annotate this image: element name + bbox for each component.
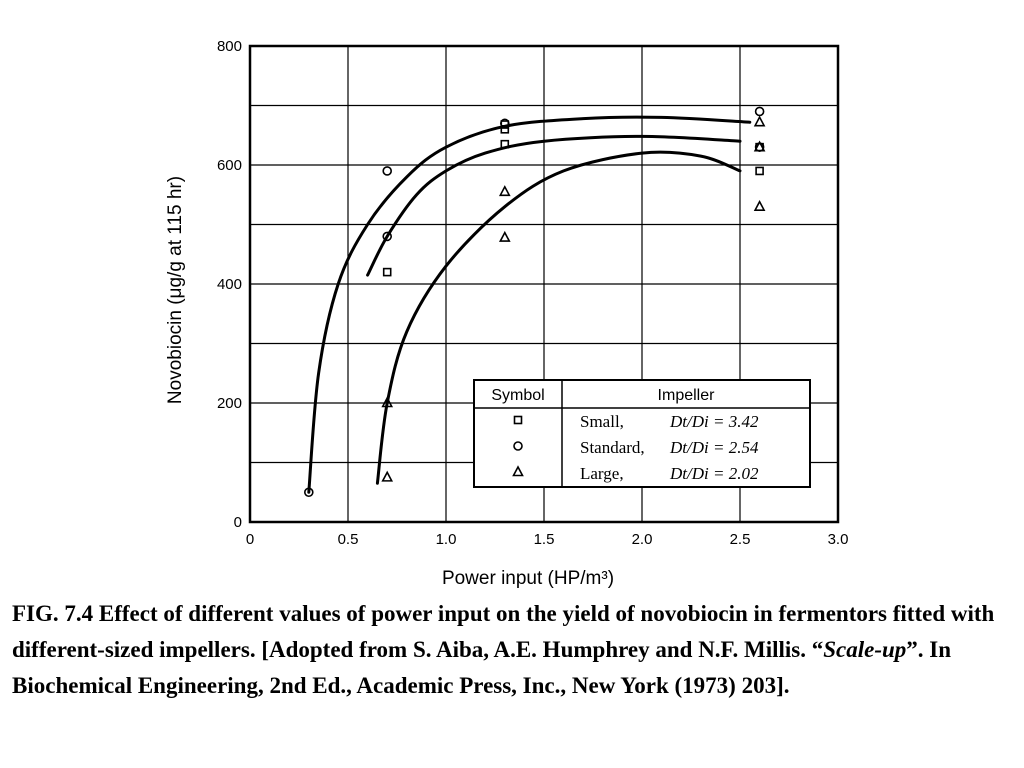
legend [474,380,810,487]
legend-entry-name: Small, [580,412,624,431]
curve-square [368,136,740,275]
x-tick-label: 2.0 [631,531,653,548]
x-tick-label: 0.5 [337,531,359,548]
legend-header-impeller: Impeller [657,387,715,404]
y-tick-label: 0 [233,514,242,531]
data-point-triangle [500,233,509,242]
legend-header-symbol: Symbol [491,387,545,404]
x-axis-label: Power input (HP/m³) [441,568,615,589]
y-tick-label: 800 [216,38,242,55]
x-tick-label: 3.0 [827,531,849,548]
y-tick-label: 600 [216,157,242,174]
data-point-circle [756,107,764,115]
legend-entry-ratio: Dt/Di = 2.02 [670,464,759,483]
caption-tail: ”. In Biochemical Engineering, 2nd Ed., Academic Press, Inc., New York (1973) 203]. [12,637,952,698]
x-tick-label: 1.0 [435,531,457,548]
x-tick-label: 1.5 [533,531,555,548]
legend-entry-name: Standard, [580,438,645,457]
x-tick-label: 2.5 [729,531,751,548]
caption-italic: Scale-up [823,637,907,662]
x-tick-label: 0 [245,531,255,548]
y-tick-label: 200 [216,395,242,412]
legend-entry-ratio: Dt/Di = 3.42 [670,412,759,431]
caption-lead: FIG. 7.4 Effect of different values of power input on the yield of novobiocin in fermentors fitted with different-sized impellers. [Adopted from S. Aiba, A.E. Humphrey and N.F. Millis. “ [12,601,995,662]
data-point-triangle [755,117,764,126]
figure-caption [12,596,1012,704]
legend-entry-ratio: Dt/Di = 2.54 [670,438,759,457]
data-point-circle [383,167,391,175]
data-point-triangle [755,202,764,211]
legend-entry-name: Large, [580,464,624,483]
y-tick-label: 400 [216,276,242,293]
data-point-square [756,167,763,174]
data-point-triangle [383,472,392,481]
data-point-triangle [500,187,509,196]
data-point-square [384,269,391,276]
y-axis-label: Novobiocin (μg/g at 115 hr) [165,175,186,405]
